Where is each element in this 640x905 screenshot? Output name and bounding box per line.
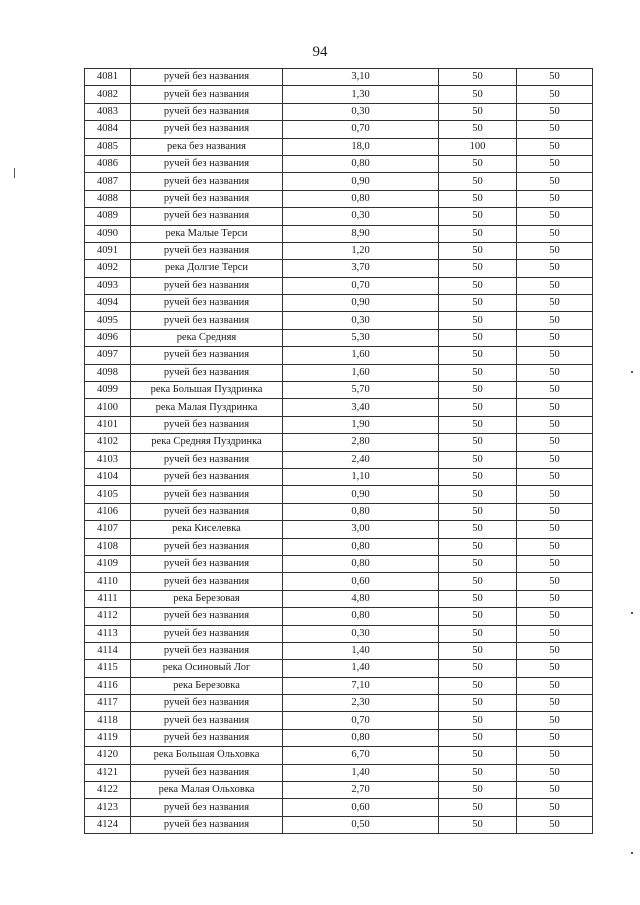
water-zone-cell: 50 — [439, 625, 517, 642]
row-number-cell: 4113 — [85, 625, 131, 642]
object-name-cell: ручей без названия — [131, 625, 283, 642]
row-number-cell: 4119 — [85, 729, 131, 746]
object-name-cell: ручей без названия — [131, 642, 283, 659]
row-number-cell: 4101 — [85, 416, 131, 433]
object-name-cell: ручей без названия — [131, 608, 283, 625]
water-zone-cell: 50 — [439, 103, 517, 120]
object-name-cell: ручей без названия — [131, 816, 283, 833]
water-zone-cell: 50 — [439, 503, 517, 520]
length-cell: 3,00 — [283, 521, 439, 538]
object-name-cell: ручей без названия — [131, 364, 283, 381]
length-cell: 3,10 — [283, 69, 439, 86]
table-row — [85, 225, 593, 242]
water-zone-cell: 50 — [439, 295, 517, 312]
length-cell: 1,90 — [283, 416, 439, 433]
water-zone-cell: 50 — [439, 399, 517, 416]
water-zone-cell: 50 — [439, 729, 517, 746]
object-name-cell: ручей без названия — [131, 695, 283, 712]
coastal-strip-cell: 50 — [517, 416, 593, 433]
object-name-cell: река Средняя — [131, 329, 283, 346]
row-number-cell: 4117 — [85, 695, 131, 712]
table-row — [85, 138, 593, 155]
length-cell: 1,40 — [283, 764, 439, 781]
length-cell: 0,30 — [283, 625, 439, 642]
water-zone-cell: 50 — [439, 608, 517, 625]
table-row — [85, 677, 593, 694]
row-number-cell: 4093 — [85, 277, 131, 294]
table-row — [85, 782, 593, 799]
object-name-cell: ручей без названия — [131, 555, 283, 572]
object-name-cell: река Киселевка — [131, 521, 283, 538]
coastal-strip-cell: 50 — [517, 364, 593, 381]
table-row — [85, 468, 593, 485]
water-zone-cell: 50 — [439, 712, 517, 729]
water-zone-cell: 50 — [439, 642, 517, 659]
length-cell: 1,20 — [283, 242, 439, 259]
object-name-cell: ручей без названия — [131, 86, 283, 103]
table-row — [85, 347, 593, 364]
coastal-strip-cell: 50 — [517, 347, 593, 364]
row-number-cell: 4114 — [85, 642, 131, 659]
row-number-cell: 4105 — [85, 486, 131, 503]
water-zone-cell: 50 — [439, 764, 517, 781]
length-cell: 1,40 — [283, 642, 439, 659]
coastal-strip-cell: 50 — [517, 521, 593, 538]
coastal-strip-cell: 50 — [517, 399, 593, 416]
water-zone-cell: 50 — [439, 782, 517, 799]
coastal-strip-cell: 50 — [517, 155, 593, 172]
table-row — [85, 642, 593, 659]
length-cell: 1,10 — [283, 468, 439, 485]
row-number-cell: 4108 — [85, 538, 131, 555]
row-number-cell: 4100 — [85, 399, 131, 416]
row-number-cell: 4099 — [85, 382, 131, 399]
water-zone-cell: 50 — [439, 121, 517, 138]
table-row — [85, 399, 593, 416]
object-name-cell: река без названия — [131, 138, 283, 155]
table-row — [85, 277, 593, 294]
object-name-cell: река Малая Пуздринка — [131, 399, 283, 416]
water-zone-cell: 50 — [439, 208, 517, 225]
table-row — [85, 329, 593, 346]
coastal-strip-cell: 50 — [517, 329, 593, 346]
row-number-cell: 4089 — [85, 208, 131, 225]
row-number-cell: 4097 — [85, 347, 131, 364]
row-number-cell: 4120 — [85, 747, 131, 764]
coastal-strip-cell: 50 — [517, 625, 593, 642]
row-number-cell: 4123 — [85, 799, 131, 816]
water-zone-cell: 50 — [439, 660, 517, 677]
object-name-cell: ручей без названия — [131, 503, 283, 520]
coastal-strip-cell: 50 — [517, 468, 593, 485]
water-zone-cell: 50 — [439, 573, 517, 590]
table-row — [85, 695, 593, 712]
object-name-cell: ручей без названия — [131, 173, 283, 190]
length-cell: 0,90 — [283, 173, 439, 190]
table-row — [85, 573, 593, 590]
row-number-cell: 4095 — [85, 312, 131, 329]
table-row — [85, 747, 593, 764]
length-cell: 0,30 — [283, 103, 439, 120]
water-zone-cell: 50 — [439, 277, 517, 294]
coastal-strip-cell: 50 — [517, 295, 593, 312]
table-row — [85, 660, 593, 677]
water-zone-cell: 50 — [439, 538, 517, 555]
object-name-cell: река Малая Ольховка — [131, 782, 283, 799]
length-cell: 0,60 — [283, 573, 439, 590]
coastal-strip-cell: 50 — [517, 642, 593, 659]
water-zone-cell: 50 — [439, 747, 517, 764]
table-row — [85, 816, 593, 833]
table-row — [85, 451, 593, 468]
page-number: 94 — [312, 44, 328, 60]
row-number-cell: 4104 — [85, 468, 131, 485]
object-name-cell: ручей без названия — [131, 69, 283, 86]
water-zone-cell: 50 — [439, 434, 517, 451]
table-row — [85, 242, 593, 259]
length-cell: 0,80 — [283, 503, 439, 520]
water-zone-cell: 50 — [439, 242, 517, 259]
row-number-cell: 4112 — [85, 608, 131, 625]
coastal-strip-cell: 50 — [517, 747, 593, 764]
length-cell: 0,80 — [283, 729, 439, 746]
length-cell: 0,70 — [283, 277, 439, 294]
length-cell: 0,70 — [283, 712, 439, 729]
water-zone-cell: 50 — [439, 347, 517, 364]
object-name-cell: река Большая Ольховка — [131, 747, 283, 764]
object-name-cell: ручей без названия — [131, 103, 283, 120]
object-name-cell: ручей без названия — [131, 799, 283, 816]
coastal-strip-cell: 50 — [517, 86, 593, 103]
table-row — [85, 486, 593, 503]
table-row — [85, 295, 593, 312]
coastal-strip-cell: 50 — [517, 260, 593, 277]
coastal-strip-cell: 50 — [517, 486, 593, 503]
coastal-strip-cell: 50 — [517, 434, 593, 451]
coastal-strip-cell: 50 — [517, 573, 593, 590]
table-body — [85, 69, 593, 834]
object-name-cell: река Большая Пуздринка — [131, 382, 283, 399]
table-row — [85, 103, 593, 120]
row-number-cell: 4090 — [85, 225, 131, 242]
row-number-cell: 4122 — [85, 782, 131, 799]
coastal-strip-cell: 50 — [517, 677, 593, 694]
length-cell: 2,80 — [283, 434, 439, 451]
water-zone-cell: 50 — [439, 416, 517, 433]
row-number-cell: 4094 — [85, 295, 131, 312]
row-number-cell: 4118 — [85, 712, 131, 729]
row-number-cell: 4110 — [85, 573, 131, 590]
row-number-cell: 4086 — [85, 155, 131, 172]
length-cell: 1,40 — [283, 660, 439, 677]
coastal-strip-cell: 50 — [517, 590, 593, 607]
length-cell: 3,40 — [283, 399, 439, 416]
table-row — [85, 729, 593, 746]
table-row — [85, 260, 593, 277]
object-name-cell: ручей без названия — [131, 242, 283, 259]
table-row — [85, 155, 593, 172]
coastal-strip-cell: 50 — [517, 660, 593, 677]
object-name-cell: ручей без названия — [131, 573, 283, 590]
coastal-strip-cell: 50 — [517, 555, 593, 572]
length-cell: 0,80 — [283, 155, 439, 172]
object-name-cell: ручей без названия — [131, 729, 283, 746]
length-cell: 0,70 — [283, 121, 439, 138]
row-number-cell: 4116 — [85, 677, 131, 694]
water-zone-cell: 50 — [439, 468, 517, 485]
row-number-cell: 4124 — [85, 816, 131, 833]
water-zone-cell: 100 — [439, 138, 517, 155]
length-cell: 1,30 — [283, 86, 439, 103]
table-row — [85, 86, 593, 103]
water-zone-cell: 50 — [439, 451, 517, 468]
water-zone-cell: 50 — [439, 69, 517, 86]
table-row — [85, 208, 593, 225]
row-number-cell: 4098 — [85, 364, 131, 381]
water-zone-cell: 50 — [439, 364, 517, 381]
object-name-cell: река Березовая — [131, 590, 283, 607]
water-zone-cell: 50 — [439, 329, 517, 346]
object-name-cell: ручей без названия — [131, 277, 283, 294]
length-cell: 0,30 — [283, 312, 439, 329]
coastal-strip-cell: 50 — [517, 208, 593, 225]
water-zone-cell: 50 — [439, 382, 517, 399]
coastal-strip-cell: 50 — [517, 695, 593, 712]
length-cell: 1,60 — [283, 364, 439, 381]
coastal-strip-cell: 50 — [517, 729, 593, 746]
length-cell: 0,80 — [283, 538, 439, 555]
coastal-strip-cell: 50 — [517, 190, 593, 207]
water-zone-cell: 50 — [439, 816, 517, 833]
object-name-cell: река Малые Терси — [131, 225, 283, 242]
length-cell: 6,70 — [283, 747, 439, 764]
table-row — [85, 382, 593, 399]
object-name-cell: река Долгие Терси — [131, 260, 283, 277]
table-row — [85, 625, 593, 642]
water-zone-cell: 50 — [439, 555, 517, 572]
coastal-strip-cell: 50 — [517, 277, 593, 294]
row-number-cell: 4088 — [85, 190, 131, 207]
water-zone-cell: 50 — [439, 173, 517, 190]
object-name-cell: ручей без названия — [131, 347, 283, 364]
water-zone-cell: 50 — [439, 486, 517, 503]
table-row — [85, 503, 593, 520]
row-number-cell: 4092 — [85, 260, 131, 277]
coastal-strip-cell: 50 — [517, 242, 593, 259]
length-cell: 5,30 — [283, 329, 439, 346]
coastal-strip-cell: 50 — [517, 225, 593, 242]
water-zone-cell: 50 — [439, 190, 517, 207]
water-zone-cell: 50 — [439, 225, 517, 242]
row-number-cell: 4103 — [85, 451, 131, 468]
object-name-cell: ручей без названия — [131, 486, 283, 503]
length-cell: 0,50 — [283, 816, 439, 833]
coastal-strip-cell: 50 — [517, 69, 593, 86]
coastal-strip-cell: 50 — [517, 816, 593, 833]
length-cell: 0,60 — [283, 799, 439, 816]
object-name-cell: ручей без названия — [131, 416, 283, 433]
row-number-cell: 4107 — [85, 521, 131, 538]
table-row — [85, 799, 593, 816]
scan-mark — [14, 168, 15, 178]
object-name-cell: ручей без названия — [131, 468, 283, 485]
length-cell: 8,90 — [283, 225, 439, 242]
object-name-cell: река Осиновый Лог — [131, 660, 283, 677]
length-cell: 3,70 — [283, 260, 439, 277]
row-number-cell: 4106 — [85, 503, 131, 520]
row-number-cell: 4082 — [85, 86, 131, 103]
water-zone-cell: 50 — [439, 799, 517, 816]
length-cell: 0,30 — [283, 208, 439, 225]
object-name-cell: ручей без названия — [131, 538, 283, 555]
object-name-cell: ручей без названия — [131, 121, 283, 138]
object-name-cell: ручей без названия — [131, 712, 283, 729]
row-number-cell: 4102 — [85, 434, 131, 451]
table-row — [85, 173, 593, 190]
row-number-cell: 4081 — [85, 69, 131, 86]
object-name-cell: ручей без названия — [131, 451, 283, 468]
length-cell: 1,60 — [283, 347, 439, 364]
coastal-strip-cell: 50 — [517, 173, 593, 190]
coastal-strip-cell: 50 — [517, 503, 593, 520]
coastal-strip-cell: 50 — [517, 121, 593, 138]
length-cell: 0,80 — [283, 608, 439, 625]
coastal-strip-cell: 50 — [517, 103, 593, 120]
table-row — [85, 590, 593, 607]
row-number-cell: 4085 — [85, 138, 131, 155]
length-cell: 5,70 — [283, 382, 439, 399]
water-zone-cell: 50 — [439, 677, 517, 694]
coastal-strip-cell: 50 — [517, 138, 593, 155]
row-number-cell: 4109 — [85, 555, 131, 572]
coastal-strip-cell: 50 — [517, 764, 593, 781]
object-name-cell: ручей без названия — [131, 190, 283, 207]
table-row — [85, 608, 593, 625]
table-row — [85, 555, 593, 572]
rivers-table — [84, 68, 593, 834]
table-row — [85, 521, 593, 538]
row-number-cell: 4111 — [85, 590, 131, 607]
water-zone-cell: 50 — [439, 312, 517, 329]
water-zone-cell: 50 — [439, 260, 517, 277]
water-zone-cell: 50 — [439, 86, 517, 103]
scan-mark — [631, 371, 633, 373]
object-name-cell: река Средняя Пуздринка — [131, 434, 283, 451]
water-zone-cell: 50 — [439, 695, 517, 712]
length-cell: 0,90 — [283, 486, 439, 503]
row-number-cell: 4083 — [85, 103, 131, 120]
water-zone-cell: 50 — [439, 155, 517, 172]
coastal-strip-cell: 50 — [517, 312, 593, 329]
table-row — [85, 312, 593, 329]
length-cell: 2,30 — [283, 695, 439, 712]
row-number-cell: 4115 — [85, 660, 131, 677]
table-row — [85, 69, 593, 86]
table-row — [85, 190, 593, 207]
length-cell: 7,10 — [283, 677, 439, 694]
row-number-cell: 4087 — [85, 173, 131, 190]
table-row — [85, 712, 593, 729]
object-name-cell: ручей без названия — [131, 312, 283, 329]
object-name-cell: ручей без названия — [131, 295, 283, 312]
row-number-cell: 4084 — [85, 121, 131, 138]
length-cell: 0,90 — [283, 295, 439, 312]
table-row — [85, 364, 593, 381]
coastal-strip-cell: 50 — [517, 382, 593, 399]
table-row — [85, 121, 593, 138]
water-zone-cell: 50 — [439, 590, 517, 607]
coastal-strip-cell: 50 — [517, 451, 593, 468]
coastal-strip-cell: 50 — [517, 799, 593, 816]
length-cell: 18,0 — [283, 138, 439, 155]
object-name-cell: ручей без названия — [131, 764, 283, 781]
length-cell: 4,80 — [283, 590, 439, 607]
object-name-cell: река Березовка — [131, 677, 283, 694]
object-name-cell: ручей без названия — [131, 155, 283, 172]
table-row — [85, 764, 593, 781]
coastal-strip-cell: 50 — [517, 608, 593, 625]
length-cell: 2,40 — [283, 451, 439, 468]
length-cell: 0,80 — [283, 555, 439, 572]
coastal-strip-cell: 50 — [517, 712, 593, 729]
table-row — [85, 434, 593, 451]
coastal-strip-cell: 50 — [517, 538, 593, 555]
table-row — [85, 416, 593, 433]
scan-mark — [631, 612, 633, 614]
row-number-cell: 4096 — [85, 329, 131, 346]
scan-mark — [631, 852, 633, 854]
length-cell: 2,70 — [283, 782, 439, 799]
coastal-strip-cell: 50 — [517, 782, 593, 799]
water-zone-cell: 50 — [439, 521, 517, 538]
length-cell: 0,80 — [283, 190, 439, 207]
object-name-cell: ручей без названия — [131, 208, 283, 225]
row-number-cell: 4121 — [85, 764, 131, 781]
table-row — [85, 538, 593, 555]
row-number-cell: 4091 — [85, 242, 131, 259]
